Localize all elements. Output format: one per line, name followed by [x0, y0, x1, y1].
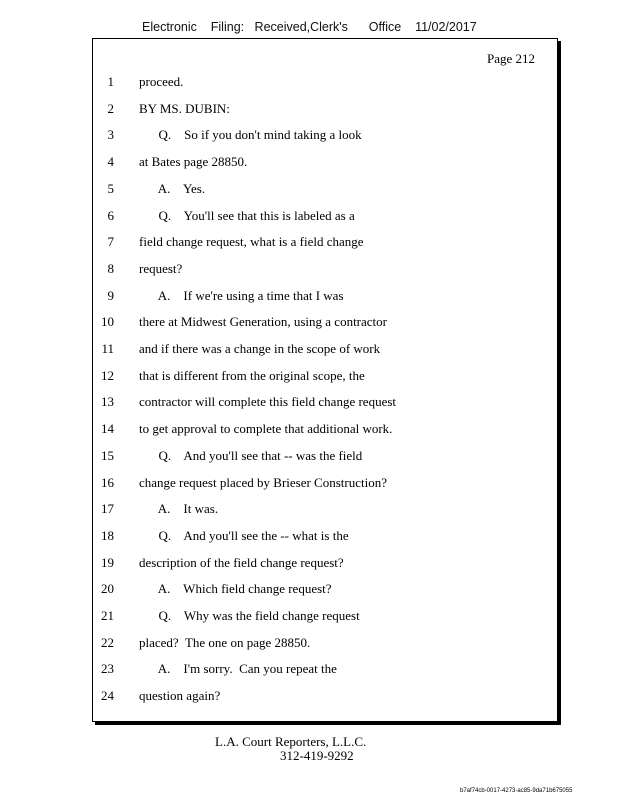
line-text: A. Yes. — [139, 180, 206, 196]
reporter-company: L.A. Court Reporters, L.L.C. — [215, 734, 367, 749]
line-text: field change request, what is a field change — [139, 234, 364, 250]
line-text: at Bates page 28850. — [139, 154, 248, 170]
line-number: 6 — [107, 207, 114, 223]
line-text: contractor will complete this field change request — [139, 394, 397, 410]
line-text: to get approval to complete that additional work. — [139, 421, 393, 437]
line-number: 21 — [101, 608, 114, 623]
line-number: 12 — [101, 367, 114, 383]
line-number: 4 — [107, 154, 114, 170]
line-text: request? — [139, 260, 183, 276]
filing-stamp: Electronic Filing: Received,Clerk's Office 11/02/2017 — [142, 20, 477, 34]
line-text: description of the field change request? — [139, 554, 344, 570]
line-text: and if there was a change in the scope of work — [139, 341, 381, 356]
line-text: question again? — [139, 688, 221, 704]
line-number: 11 — [101, 341, 114, 356]
line-number: 3 — [107, 127, 114, 143]
line-text: Q. And you'll see the -- what is the — [139, 527, 349, 543]
page-number: Page 212 — [487, 51, 536, 66]
line-number: 5 — [107, 180, 114, 196]
line-number: 24 — [101, 688, 114, 704]
line-number: 19 — [101, 554, 114, 570]
line-text: change request placed by Brieser Construction? — [139, 474, 387, 490]
line-number: 14 — [101, 421, 114, 437]
line-number: 13 — [101, 394, 114, 410]
line-number: 1 — [107, 74, 114, 89]
reporter-phone: 312-419-9292 — [280, 748, 354, 763]
line-text: there at Midwest Generation, using a contractor — [139, 314, 387, 330]
line-number: 7 — [107, 234, 114, 250]
line-number: 22 — [101, 634, 114, 650]
line-number: 16 — [101, 474, 114, 490]
line-number: 2 — [107, 100, 114, 116]
line-text: Q. And you'll see that -- was the field — [139, 447, 363, 463]
document-hash: b7af74cb-0017-4273-ac85-9da71b675055 — [460, 788, 573, 794]
line-text: Q. Why was the field change request — [139, 608, 360, 623]
line-number: 15 — [101, 447, 114, 463]
line-text: placed? The one on page 28850. — [139, 634, 311, 650]
line-number: 10 — [101, 314, 114, 330]
line-text: Q. So if you don't mind taking a look — [139, 127, 362, 143]
line-text: A. I'm sorry. Can you repeat the — [139, 661, 337, 677]
line-text: A. It was. — [139, 501, 219, 517]
line-text: A. If we're using a time that I was — [139, 287, 344, 303]
line-text: proceed. — [139, 74, 184, 89]
line-number: 23 — [101, 661, 114, 677]
line-text: BY MS. DUBIN: — [139, 100, 230, 116]
line-number: 9 — [107, 287, 114, 303]
line-number: 20 — [101, 581, 114, 597]
line-text: A. Which field change request? — [139, 581, 332, 597]
line-number: 8 — [107, 260, 114, 276]
line-number: 18 — [101, 527, 114, 543]
line-text: Q. You'll see that this is labeled as a — [139, 207, 355, 223]
line-text: that is different from the original scope, the — [139, 367, 365, 383]
line-number: 17 — [101, 501, 114, 517]
